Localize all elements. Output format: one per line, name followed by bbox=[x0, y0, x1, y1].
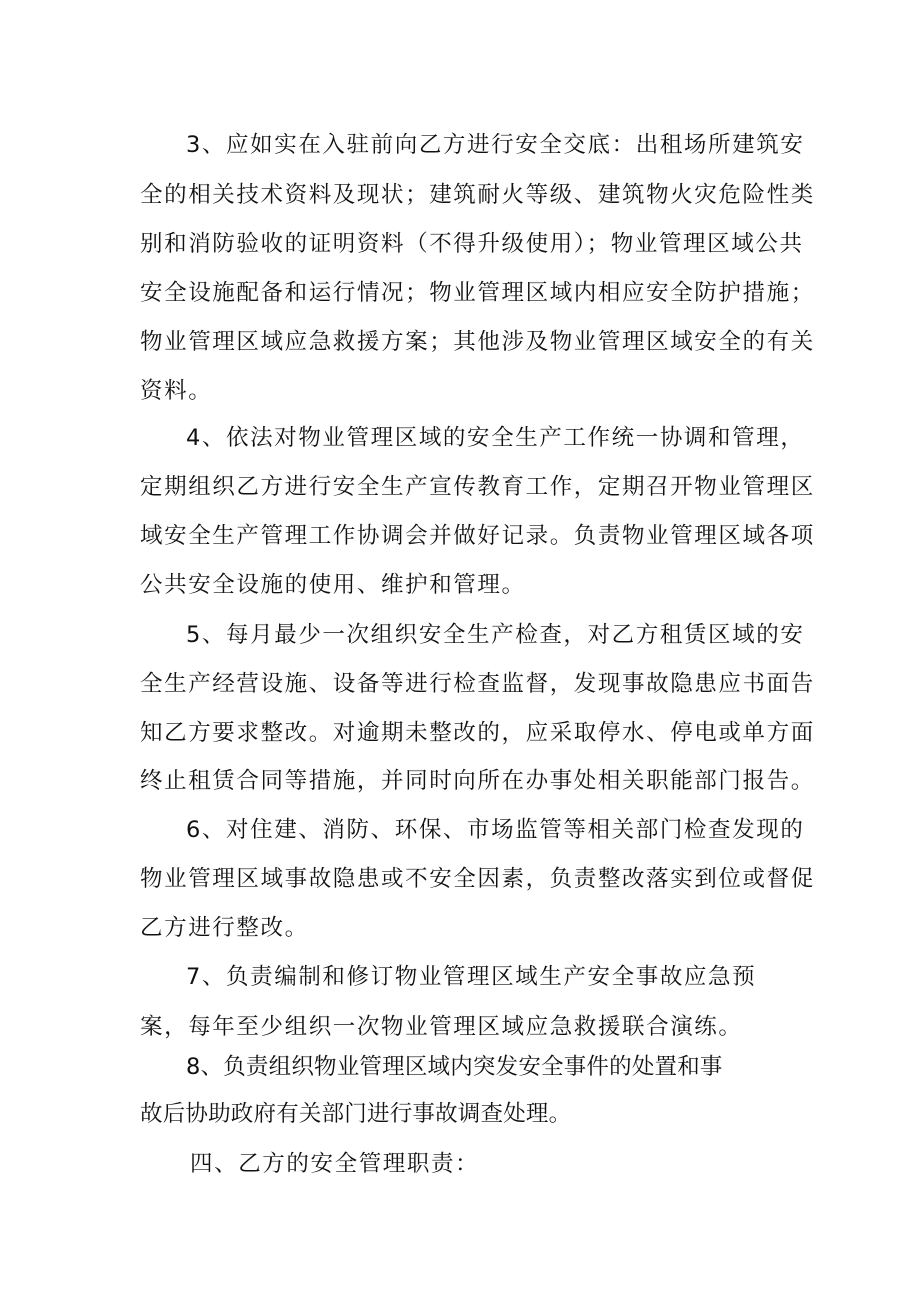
item-5-line-4: 终止租赁合同等措施，并同时向所在办事处相关职能部门报告。 bbox=[140, 768, 815, 794]
item-6-line-2: 物业管理区域事故隐患或不安全因素，负责整改落实到位或督促 bbox=[140, 866, 815, 892]
section-heading: 四、乙方的安全管理职责： bbox=[190, 1151, 480, 1177]
item-5-line-3: 知乙方要求整改。对逾期未整改的，应采取停水、停电或单方面 bbox=[140, 720, 815, 746]
item-3-line-1: 3、应如实在入驻前向乙方进行安全交底：出租场所建筑安 bbox=[186, 132, 805, 158]
item-3-line-4: 安全设施配备和运行情况；物业管理区域内相应安全防护措施； bbox=[140, 280, 815, 306]
item-3-line-2: 全的相关技术资料及现状；建筑耐火等级、建筑物火灾危险性类 bbox=[140, 182, 815, 208]
item-4-line-1: 4、依法对物业管理区域的安全生产工作统一协调和管理， bbox=[186, 425, 805, 451]
item-4-line-3: 域安全生产管理工作协调会并做好记录。负责物业管理区域各项 bbox=[140, 523, 815, 549]
item-3-line-3: 别和消防验收的证明资料（不得升级使用）；物业管理区域公共 bbox=[140, 231, 804, 257]
item-8-line-1: 8、负责组织物业管理区域内突发安全事件的处置和事 bbox=[186, 1054, 723, 1080]
item-4-line-4: 公共安全设施的使用、维护和管理。 bbox=[140, 572, 526, 598]
item-3-line-6: 资料。 bbox=[140, 378, 213, 404]
item-5-line-2: 全生产经营设施、设备等进行检查监督，发现事故隐患应书面告 bbox=[140, 671, 815, 697]
item-7-line-2: 案，每年至少组织一次物业管理区域应急救援联合演练。 bbox=[140, 1014, 743, 1040]
item-6-line-1: 6、对住建、消防、环保、市场监管等相关部门检查发现的 bbox=[186, 817, 805, 843]
item-8-line-2: 故后协助政府有关部门进行事故调查处理。 bbox=[140, 1101, 572, 1127]
item-3-line-5: 物业管理区域应急救援方案；其他涉及物业管理区域安全的有关 bbox=[140, 329, 815, 355]
item-4-line-2: 定期组织乙方进行安全生产宣传教育工作，定期召开物业管理区 bbox=[140, 474, 815, 500]
item-5-line-1: 5、每月最少一次组织安全生产检查，对乙方租赁区域的安 bbox=[186, 622, 805, 648]
item-6-line-3: 乙方进行整改。 bbox=[140, 915, 309, 941]
item-7-line-1: 7、负责编制和修订物业管理区域生产安全事故应急预 bbox=[186, 964, 757, 990]
